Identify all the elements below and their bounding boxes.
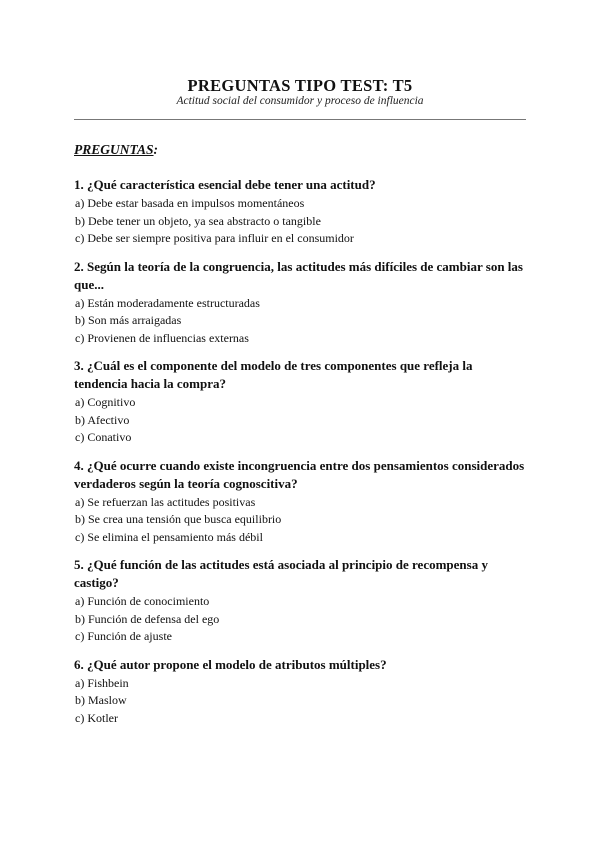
option-b: b) Se crea una tensión que busca equilibrio xyxy=(75,512,282,526)
option-b: b) Maslow xyxy=(75,693,127,707)
section-heading xyxy=(74,142,158,158)
question-text: 5. ¿Qué función de las actitudes está asociada al principio de recompensa y castigo? xyxy=(74,557,488,590)
option-b: b) Debe tener un objeto, ya sea abstracto o tangible xyxy=(75,213,321,228)
option-a: a) Están moderadamente estructuradas xyxy=(75,295,260,310)
option-a: a) Fishbein xyxy=(75,675,129,690)
question-6 xyxy=(74,656,526,728)
question-text: 1. ¿Qué característica esencial debe tener una actitud? xyxy=(74,177,376,192)
question-5 xyxy=(74,556,526,646)
option-a: a) Cognitivo xyxy=(75,395,136,409)
option-c: c) Debe ser siempre positiva para influir en el consumidor xyxy=(75,231,354,245)
document-title: PREGUNTAS TIPO TEST: T5 xyxy=(187,76,413,95)
question-3 xyxy=(74,357,526,447)
question-list xyxy=(74,176,526,737)
question-text: 4. ¿Qué ocurre cuando existe incongruencia entre dos pensamientos considerados verdaderos según la teoría cognoscitiva? xyxy=(74,457,525,491)
header-divider xyxy=(74,119,526,120)
option-b: b) Son más arraigadas xyxy=(75,313,182,327)
option-c: c) Provienen de influencias externas xyxy=(75,330,249,345)
option-a: a) Se refuerzan las actitudes positivas xyxy=(75,494,256,509)
option-a: a) Función de conocimiento xyxy=(75,594,210,608)
question-2 xyxy=(74,258,526,348)
option-c: c) Conativo xyxy=(75,430,132,444)
option-c: c) Kotler xyxy=(75,710,118,725)
option-a: a) Debe estar basada en impulsos momentáneos xyxy=(75,196,305,210)
question-4 xyxy=(74,457,526,547)
question-text: 2. Según la teoría de la congruencia, las actitudes más difíciles de cambiar son las que... xyxy=(74,258,523,292)
option-b: b) Función de defensa del ego xyxy=(75,611,220,626)
question-text: 3. ¿Cuál es el componente del modelo de tres componentes que refleja la tendencia hacia la compra? xyxy=(74,358,473,391)
section-heading-colon: : xyxy=(153,142,159,157)
option-b: b) Afectivo xyxy=(75,412,130,427)
document-subtitle: Actitud social del consumidor y proceso de influencia xyxy=(176,95,424,107)
question-text: 6. ¿Qué autor propone el modelo de atributos múltiples? xyxy=(74,656,387,672)
option-c: c) Se elimina el pensamiento más débil xyxy=(75,529,263,544)
option-c: c) Función de ajuste xyxy=(75,629,172,643)
section-heading-label: PREGUNTAS xyxy=(74,142,154,157)
question-1 xyxy=(74,176,526,248)
